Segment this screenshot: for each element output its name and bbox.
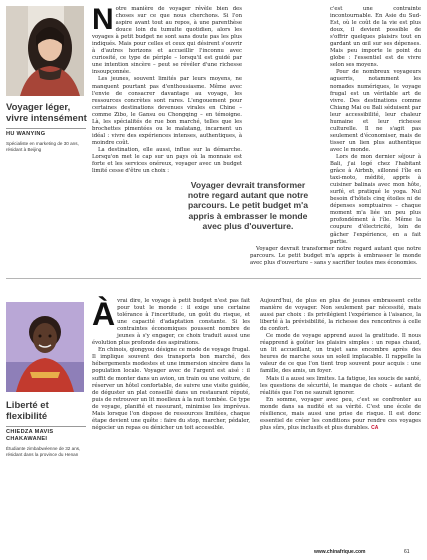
article2-paragraph: En chinois, qiongyou désigne ce mode de voyage frugal. Il implique souvent des transports bon marché, des hébergements modestes et une immersion sincère dans la population locale. Voyager avec de l'argent est aisé : il suffit de monter dans un avion, un train ou une voiture, de réserver un hôtel confortable, de suivre une visite guidée, de déguster un plat conseillé dans un restaurant réputé, puis de retrouver un lit moelleux à la nuit tombée. Ce type de voyage, planifié et rassurant, minimise les imprévus. Mais lorsque l'on dispose de ressources limitées, chaque étape devient une quête : faire du stop, marcher, pédaler, négocier un repas ou dénicher un toit accessible. [92,347,250,431]
profile1-description: Spécialiste en marketing de 30 ans, résidant à Beijing [6,141,79,153]
article1-dropcap: N [92,3,114,36]
portrait-woman-image [6,6,84,96]
profile2-description: Étudiante zimbabwéenne de 32 ans, résidant dans la province du Henan [6,446,81,458]
profile2-title: Liberté et flexibilité [6,400,49,422]
profile1-name: HU WANYING [6,131,46,137]
signoff-mark: CA [371,424,379,431]
footer-url: www.chinafrique.com [314,549,366,555]
profile-photo-hu-wanying [6,6,84,96]
article2-paragraph: Aujourd'hui, de plus en plus de jeunes embrassent cette manière de voyager. Non seulement par nécessité, mais aussi par choix : ils privilégient l'expérience à l'aisance, la liberté à la prévisibilité, la richesse des rencontres à celle du confort. [260,298,421,333]
article2-paragraph: Mais il a aussi ses limites. La fatigue, les soucis de santé, les questions de sécurité, le manque de choix – autant de réalités que l'on ne saurait ignorer. [260,375,421,396]
article2-paragraph [260,397,421,432]
article1-paragraph: La destination, elle aussi, influe sur la démarche. Lorsqu'on met le cap sur un pays où la monnaie est forte et les services onéreux, voyager avec un budget limité cesse d'être un choix : [92,146,242,175]
article1-paragraph: Les jeunes, souvent limités par leurs moyens, ne manquent pourtant pas d'enthousiasme. Même avec l'envie de consacrer davantage au voyage, les ressources concrètes sont rares. L'engouement pour certaines destinations devenues virales en Chine – comme Zibo, le Gansu ou Chongqing – en témoigne. Là, les spécialités de rue bon marché, telles que les brochettes pimentées ou le malatang, incarnent un idéal : vivre des expériences intenses, authentiques, à moindre coût. [92,76,242,146]
article1-paragraph: otre manière de voyager révèle bien des choses sur ce que nous cherchons. Si l'on aspire avant tout au repos, à une parenthèse douce loin du tumulte quotidien, alors les voyages à petit budget ne sont sans doute pas les plus indiqués. Mais pour celles et ceux qui désirent s'ouvrir à d'autres horizons et accueillir l'inconnu avec curiosité, ce type de périple – lorsqu'il est guidé par une intention sincère – peut se révéler d'une richesse insoupçonnée. [92,6,242,76]
article2-column2 [260,298,421,546]
article1-column2 [250,6,421,276]
article1-paragraph: Lors de mon dernier séjour à Bali, j'ai logé chez l'habitant grâce à Airbnb, sillonné l'île en taxi-moto, médité, appris à cuisiner balinais avec mon hôte, surfé, et pratiqué le yoga. Nul besoin d'hôtels cinq étoiles ni de dépenses somptuaires – chaque moment m'a liée un peu plus profondément à l'île. Même la coupure d'électricité, loin de gâcher l'expérience, en a fait partie. [330,153,421,245]
profile2-rule [6,426,86,427]
page-number: 61 [404,549,410,555]
pull-quote: Voyager devrait transformer notre regard autant que notre parcours. Le petit budget m'a appris à embrasser le monde avec plus d'ouverture. [187,180,309,231]
profile1-title: Voyager léger, vivre intensément [6,102,87,124]
article2-paragraph: vrai dire, le voyage à petit budget n'est pas fait pour tout le monde : il exige une certaine tolérance à l'incertitude, un goût du risque, et une capacité d'adaptation constante. Si les contraintes économiques poussent nombre de jeunes à s'y engager, ce choix traduit aussi une évolution plus profonde des aspirations. [92,298,250,347]
article1-paragraph: Pour de nombreux voyageurs aguerris, notamment les nomades numériques, le voyage frugal est un véritable art de vivre. Des destinations comme Chiang Mai ou Bali séduisent par leur accessibilité, leur chaleur humaine et leur richesse culturelle. Il ne s'agit pas seulement d'économiser, mais de tisser un lien plus authentique avec le monde. [330,69,421,153]
article2-final-text: En somme, voyager avec peu, c'est se confronter au monde dans sa nudité et sa vérité. C'est une école de résilience, mais aussi une prise de risque. Il est donc essentiel de créer les conditions pour rendre ces voyages plus sûrs, plus inclusifs et plus durables. [260,396,421,431]
profile1-rule [6,128,86,129]
article2-column1 [92,298,250,546]
article2-dropcap: À [92,296,116,332]
article2-paragraph: Ce mode de voyage apprend aussi la gratitude. Il nous réapprend à goûter les plaisirs simples : un repas chaud, un lit accueillant, un trajet sans encombre après des heures de marche sous un soleil implacable. Il rappelle la valeur de ce que l'on tient trop souvent pour acquis : une famille, des amis, un foyer. [260,333,421,375]
portrait-woman-image [6,302,84,392]
article1-paragraph: c'est une contrainte incontournable. En Asie du Sud-Est, où le coût de la vie est plus doux, il devient possible de s'offrir quelques plaisirs tout en gardant un œil sur ses dépenses. Mais peu importe le point du globe : l'essentiel est de vivre selon ses moyens. [330,6,421,69]
article1-paragraph: Voyager devrait transformer notre regard autant que notre parcours. Le petit budget m'a appris à embrasser le monde avec plus d'ouverture – sans y sacrifier toutes mes économies. [250,245,421,266]
profile2-name: CHIEDZA MAVIS CHAKAWANEI [6,429,54,442]
article1-column1 [92,3,242,276]
section-divider [6,278,421,279]
profile-photo-chiedza [6,302,84,392]
